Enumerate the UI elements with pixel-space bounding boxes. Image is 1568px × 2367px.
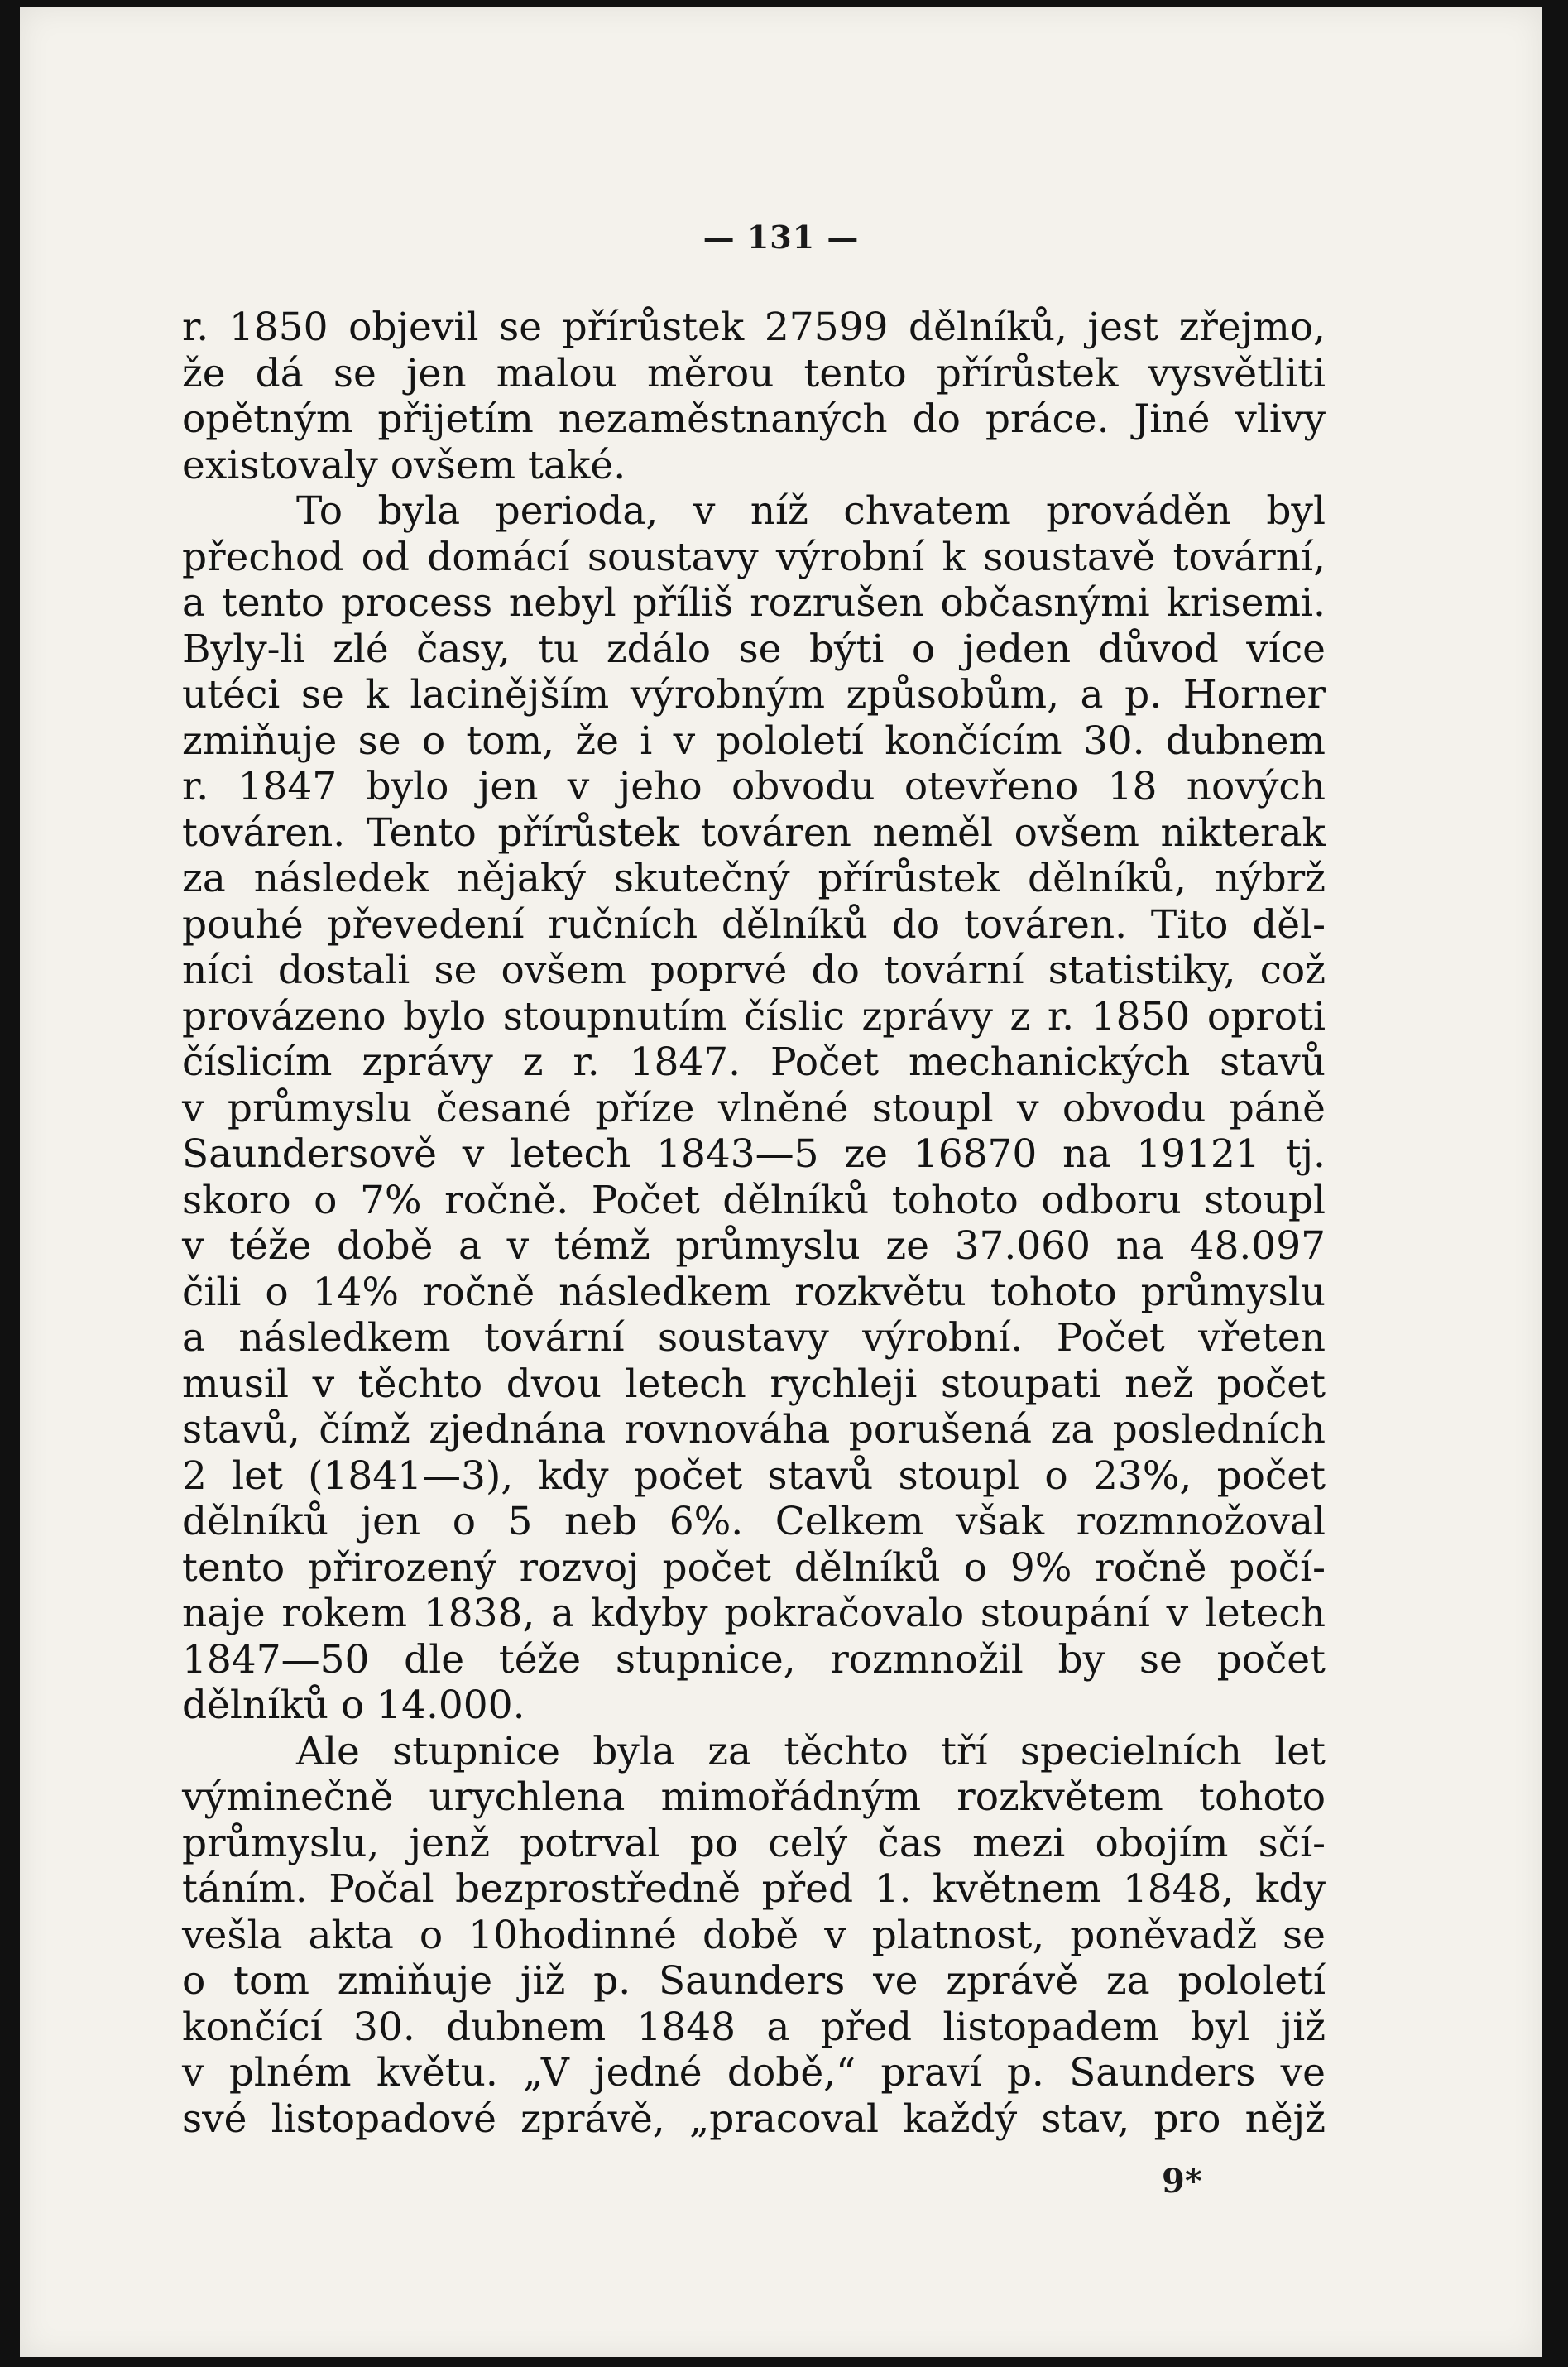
text-line: 2 let (1841—3), kdy počet stavů stoupl o 23%, počet — [182, 1452, 1326, 1499]
text-line: provázeno bylo stoupnutím číslic zprávy z r. 1850 oproti — [182, 993, 1326, 1039]
text-line: Saundersově v letech 1843—5 ze 16870 na 19121 tj. — [182, 1131, 1326, 1177]
paragraph-start-line: Ale stupnice byla za těchto tří specielních let — [296, 1728, 1326, 1774]
text-line: stavů, čímž zjednána rovnováha porušená za posledních — [182, 1407, 1326, 1452]
text-line: vešla akta o 10hodinné době v platnost, poněvadž se — [182, 1912, 1326, 1958]
text-line: výminečně urychlena mimořádným rozkvětem tohoto — [182, 1774, 1326, 1820]
text-line: níci dostali se ovšem poprvé do tovární statistiky, což — [182, 948, 1326, 993]
text-line: v téže době a v témž průmyslu ze 37.060 na 48.097 — [182, 1223, 1326, 1269]
text-line: průmyslu, jenž potrval po celý čas mezi obojím sčí- — [182, 1820, 1326, 1866]
text-line: r. 1847 bylo jen v jeho obvodu otevřeno 18 nových — [182, 764, 1326, 809]
page-number: — 131 — — [702, 218, 860, 256]
text-line: pouhé převedení ručních dělníků do továren. Tito děl- — [182, 901, 1326, 948]
text-line: zmiňuje se o tom, že i v pololetí končícím 30. dubnem — [182, 718, 1326, 764]
text-line: utéci se k lacinějším výrobným způsobům, a p. Horner — [182, 672, 1326, 718]
paragraph-start-line: To byla perioda, v níž chvatem prováděn byl — [296, 488, 1326, 534]
text-line: a následkem tovární soustavy výrobní. Počet vřeten — [182, 1315, 1326, 1361]
text-line: naje rokem 1838, a kdyby pokračovalo stoupání v letech — [182, 1591, 1326, 1636]
text-line: skoro o 7% ročně. Počet dělníků tohoto odboru stoupl — [182, 1177, 1326, 1223]
book-page — [20, 7, 1542, 2357]
text-line: čili o 14% ročně následkem rozkvětu tohoto průmyslu — [182, 1269, 1326, 1315]
text-line: a tento process nebyl příliš rozrušen občasnými krisemi. — [182, 580, 1326, 626]
text-line: továren. Tento přírůstek továren neměl ovšem nikterak — [182, 809, 1326, 856]
signature-mark: 9* — [1162, 2162, 1202, 2201]
text-line: dělníků o 14.000. — [182, 1683, 525, 1728]
text-line: své listopadové zprávě, „pracoval každý stav, pro nějž — [182, 2096, 1326, 2142]
text-line: existovaly ovšem také. — [182, 442, 626, 488]
text-line: opětným přijetím nezaměstnaných do práce. Jiné vlivy — [182, 396, 1326, 442]
text-line: číslicím zprávy z r. 1847. Počet mechanických stavů — [182, 1039, 1326, 1085]
text-line: že dá se jen malou měrou tento přírůstek vysvětliti — [182, 350, 1326, 396]
text-line: v průmyslu česané příze vlněné stoupl v obvodu páně — [182, 1085, 1326, 1131]
text-line: 1847—50 dle téže stupnice, rozmnožil by se počet — [182, 1636, 1326, 1683]
text-line: přechod od domácí soustavy výrobní k soustavě tovární, — [182, 534, 1326, 580]
text-line: r. 1850 objevil se přírůstek 27599 dělníků, jest zřejmo, — [182, 305, 1326, 350]
text-line: tento přirozený rozvoj počet dělníků o 9% ročně počí- — [182, 1544, 1326, 1591]
text-line: musil v těchto dvou letech rychleji stoupati než počet — [182, 1361, 1326, 1407]
body-text — [182, 305, 1326, 2142]
text-line: za následek nějaký skutečný přírůstek dělníků, nýbrž — [182, 856, 1326, 901]
text-line: v plném květu. „V jedné době,“ praví p. Saunders ve — [182, 2050, 1326, 2096]
text-line: dělníků jen o 5 neb 6%. Celkem však rozmnožoval — [182, 1499, 1326, 1544]
text-line: Byly-li zlé časy, tu zdálo se býti o jeden důvod více — [182, 626, 1326, 672]
text-line: o tom zmiňuje již p. Saunders ve zprávě za pololetí — [182, 1958, 1326, 2004]
text-line: táním. Počal bezprostředně před 1. květnem 1848, kdy — [182, 1866, 1326, 1912]
text-line: končící 30. dubnem 1848 a před listopadem byl již — [182, 2004, 1326, 2050]
